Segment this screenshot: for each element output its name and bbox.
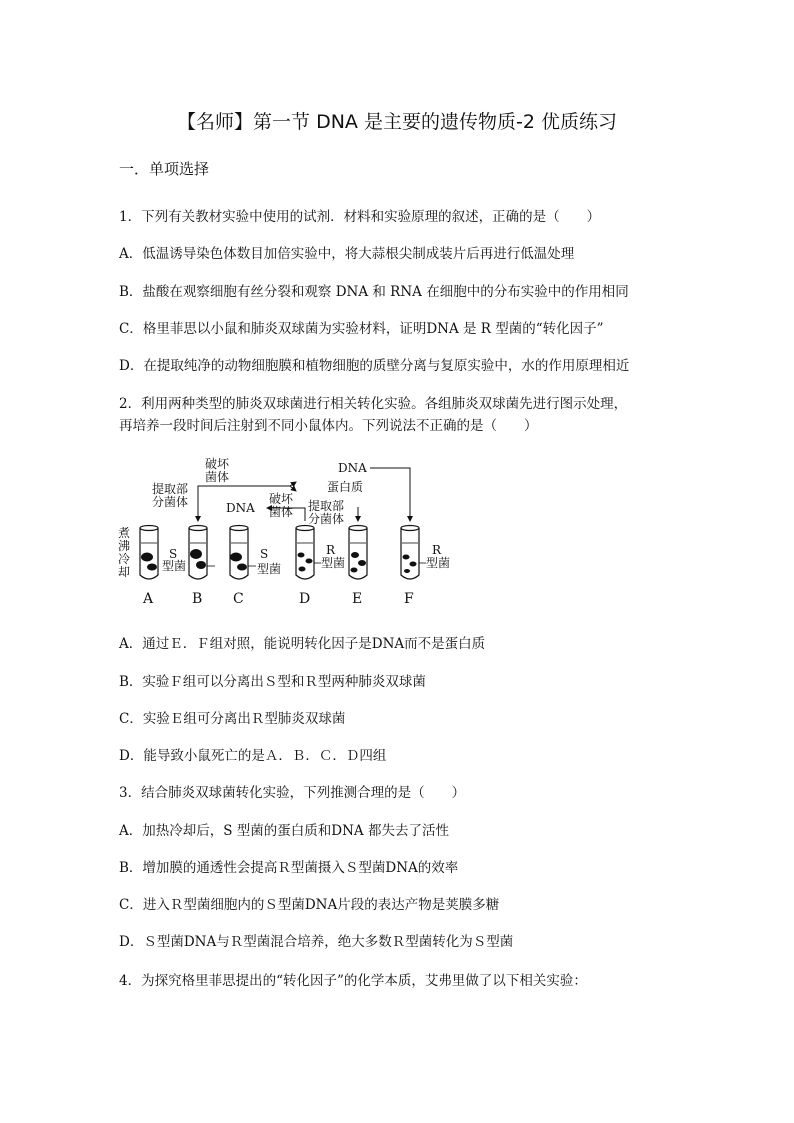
q1-option-c: C．格里菲思以小鼠和肺炎双球菌为实验材料，证明DNA 是 R 型菌的“转化因子” bbox=[119, 321, 604, 337]
bacteria-blob-b1 bbox=[190, 549, 202, 559]
q2-stem-line1: 2．利用两种类型的肺炎双球菌进行相关转化实验。各组肺炎双球菌先进行图示处理， bbox=[119, 396, 628, 412]
label-r-f-type: 型菌 bbox=[426, 556, 451, 570]
label-boil-4: 却 bbox=[118, 565, 131, 579]
tube-f bbox=[401, 528, 419, 579]
tube-f-rim bbox=[401, 526, 419, 531]
label-extract-2: 分菌体 bbox=[152, 495, 189, 509]
label-r-d: R bbox=[326, 543, 336, 557]
arrow-dna-to-f bbox=[370, 468, 410, 521]
label-boil-3: 冷 bbox=[118, 552, 131, 566]
label-r-f: R bbox=[432, 543, 442, 557]
q3-option-d: D．Ｓ型菌DNA与Ｒ型菌混合培养，绝大多数Ｒ型菌转化为Ｓ型菌 bbox=[119, 934, 514, 950]
q1-option-b: B．盐酸在观察细胞有丝分裂和观察 DNA 和 RNA 在细胞中的分布实验中的作用相同 bbox=[119, 284, 629, 300]
q3-option-c: C．进入Ｒ型菌细胞内的Ｓ型菌DNA片段的表达产物是荚膜多糖 bbox=[119, 897, 500, 913]
label-s-b: S bbox=[169, 547, 178, 561]
label-boil-2: 沸 bbox=[118, 539, 131, 553]
tube-e-rim bbox=[349, 526, 367, 531]
bacteria-blob-f2 bbox=[410, 562, 417, 567]
label-extract-3: 提取部 bbox=[308, 499, 345, 513]
label-s-c-type: 型菌 bbox=[257, 562, 282, 576]
tube-label-b: B bbox=[192, 591, 203, 607]
section-heading: 一．单项选择 bbox=[119, 160, 210, 178]
bacteria-blob-c1 bbox=[230, 553, 242, 562]
page-title: 【名师】第一节 DNA 是主要的遗传物质-2 优质练习 bbox=[177, 111, 617, 133]
bacteria-blob-e2 bbox=[358, 560, 366, 566]
label-extract-4: 分菌体 bbox=[308, 512, 345, 526]
tube-label-f: F bbox=[404, 591, 414, 607]
tube-label-c: C bbox=[233, 591, 244, 607]
tube-c-rim bbox=[230, 526, 248, 531]
tube-a-rim bbox=[140, 526, 158, 531]
label-dna-top: DNA bbox=[338, 461, 367, 475]
q3-stem: 3．结合肺炎双球菌转化实验，下列推测合理的是（ ） bbox=[119, 785, 466, 801]
label-destroy-2: 菌体 bbox=[205, 470, 230, 484]
q3-option-b: B．增加膜的通透性会提高Ｒ型菌摄入Ｓ型菌DNA的效率 bbox=[119, 860, 459, 876]
q2-option-b: B．实验Ｆ组可以分离出Ｓ型和Ｒ型两种肺炎双球菌 bbox=[119, 674, 426, 690]
tube-label-e: E bbox=[352, 591, 363, 607]
bacteria-blob-a1 bbox=[141, 553, 153, 562]
tube-d-rim bbox=[296, 526, 314, 531]
bacteria-blob-b2 bbox=[196, 561, 206, 569]
q2-option-c: C．实验Ｅ组可分离出Ｒ型肺炎双球菌 bbox=[119, 711, 346, 727]
tube-label-d: D bbox=[299, 591, 311, 607]
q3-option-a: A．加热冷却后，S 型菌的蛋白质和DNA 都失去了活性 bbox=[119, 823, 449, 839]
q1-option-a: A．低温诱导染色体数目加倍实验中，将大蒜根尖制成装片后再进行低温处理 bbox=[119, 246, 575, 262]
q2-option-a: A．通过Ｅ．Ｆ组对照，能说明转化因子是DNA而不是蛋白质 bbox=[119, 636, 486, 652]
label-r-d-type: 型菌 bbox=[321, 556, 346, 570]
label-dna-mid: DNA bbox=[226, 501, 255, 515]
label-boil-1: 煮 bbox=[118, 526, 131, 540]
bacteria-blob-d2 bbox=[306, 559, 313, 564]
arrow-to-protein bbox=[290, 486, 296, 491]
q2-option-d: D．能导致小鼠死亡的是Ａ．Ｂ．Ｃ．Ｄ四组 bbox=[119, 748, 387, 764]
bacteria-blob-a2 bbox=[147, 564, 157, 571]
tube-b-rim bbox=[189, 526, 207, 531]
q1-stem: 1．下列有关教材实验中使用的试剂．材料和实验原理的叙述，正确的是（ ） bbox=[119, 209, 601, 225]
bacteria-blob-e3 bbox=[351, 568, 358, 573]
label-extract-1: 提取部 bbox=[152, 482, 189, 496]
bacteria-blob-f3 bbox=[404, 569, 410, 573]
experiment-figure bbox=[114, 455, 474, 615]
bacteria-blob-e1 bbox=[351, 552, 359, 558]
label-destroy-1: 破坏 bbox=[205, 457, 230, 471]
label-protein-top: 蛋白质 bbox=[327, 480, 364, 494]
bacteria-blob-d1 bbox=[298, 553, 305, 558]
q2-stem-line2: 再培养一段时间后注射到不同小鼠体内。下列说法不正确的是（ ） bbox=[119, 418, 538, 434]
label-s-c: S bbox=[260, 547, 269, 561]
tube-label-a: A bbox=[143, 591, 154, 607]
bacteria-blob-c2 bbox=[237, 564, 247, 571]
q1-option-d: D．在提取纯净的动物细胞膜和植物细胞的质壁分离与复原实验中，水的作用原理相近 bbox=[119, 358, 630, 374]
bacteria-blob-d3 bbox=[299, 567, 306, 572]
label-s-b-type: 型菌 bbox=[162, 559, 187, 573]
label-destroy-3: 破坏 bbox=[269, 492, 294, 506]
label-destroy-4: 菌体 bbox=[269, 505, 294, 519]
bacteria-blob-f1 bbox=[403, 555, 410, 560]
q4-stem: 4．为探究格里菲思提出的“转化因子”的化学本质，艾弗里做了以下相关实验： bbox=[119, 973, 587, 989]
